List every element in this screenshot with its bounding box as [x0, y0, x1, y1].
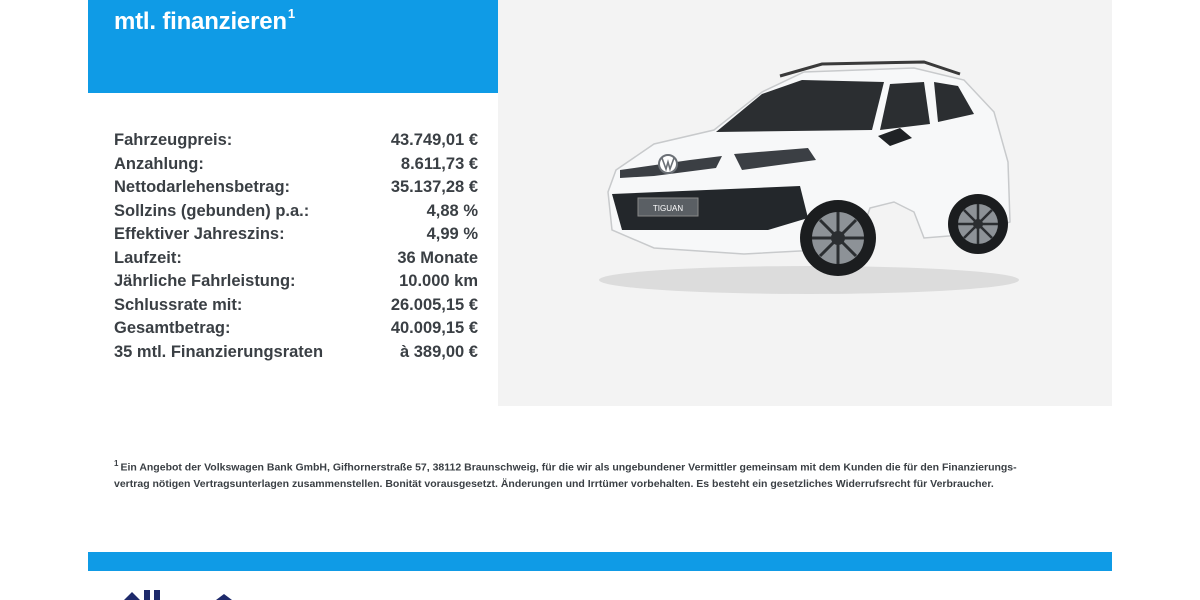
financing-value: 26.005,15 € [390, 295, 478, 314]
legal-footnote [114, 456, 1034, 492]
financing-row [114, 176, 478, 200]
financing-row [114, 223, 478, 247]
financing-value: 4,88 % [426, 201, 478, 220]
footnote-marker: 1 [287, 6, 295, 21]
financing-label: Jährliche Fahrleistung: [114, 272, 296, 291]
brand-logo [124, 590, 244, 600]
financing-label: Laufzeit: [114, 248, 182, 267]
financing-value: à 389,00 € [400, 342, 478, 361]
financing-label: Anzahlung: [114, 154, 204, 173]
financing-row [114, 341, 478, 365]
financing-value: 10.000 km [399, 272, 478, 291]
financing-table [114, 129, 478, 364]
financing-label: Effektiver Jahreszins: [114, 225, 285, 244]
financing-value: 40.009,15 € [390, 319, 478, 338]
footnote-marker: 1 [114, 459, 119, 468]
car-image-panel [498, 0, 1112, 406]
financing-value: 8.611,73 € [400, 154, 478, 173]
financing-row [114, 294, 478, 318]
financing-label: Fahrzeugpreis: [114, 131, 233, 150]
financing-row [114, 153, 478, 177]
page-title [114, 8, 295, 36]
financing-label: 35 mtl. Finanzierungsraten [114, 342, 324, 361]
financing-row [114, 317, 478, 341]
car-image [594, 52, 1024, 302]
financing-value: 4,99 % [426, 225, 478, 244]
financing-value: 35.137,28 € [390, 178, 478, 197]
financing-label: Sollzins (gebunden) p.a.: [114, 201, 310, 220]
page-title-text: mtl. finanzieren [114, 8, 287, 35]
financing-value: 43.749,01 € [390, 131, 478, 150]
license-plate: TIGUAN [652, 204, 684, 213]
footer-bar [88, 552, 1112, 571]
financing-label: Gesamtbetrag: [114, 319, 231, 338]
financing-value: 36 Monate [397, 248, 478, 267]
financing-row [114, 129, 478, 153]
header-banner [88, 0, 498, 93]
financing-row [114, 270, 478, 294]
footnote-text: Ein Angebot der Volkswagen Bank GmbH, Gifhornerstraße 57, 38112 Braunschweig, für die wir als ungebundener Vermittler gemeinsam mit dem Kunden die für den Finanzierungs-vertrag nötigen Vertragsunterlagen zusammenstellen. Bonität vorausgesetzt. Änderungen und Irrtümer vorbehalten. Es besteht ein gesetzliches Widerrufsrecht für Verbraucher. [114, 461, 1017, 490]
financing-label: Schlussrate mit: [114, 295, 243, 314]
financing-label: Nettodarlehensbetrag: [114, 178, 291, 197]
financing-row [114, 247, 478, 271]
financing-row [114, 200, 478, 224]
